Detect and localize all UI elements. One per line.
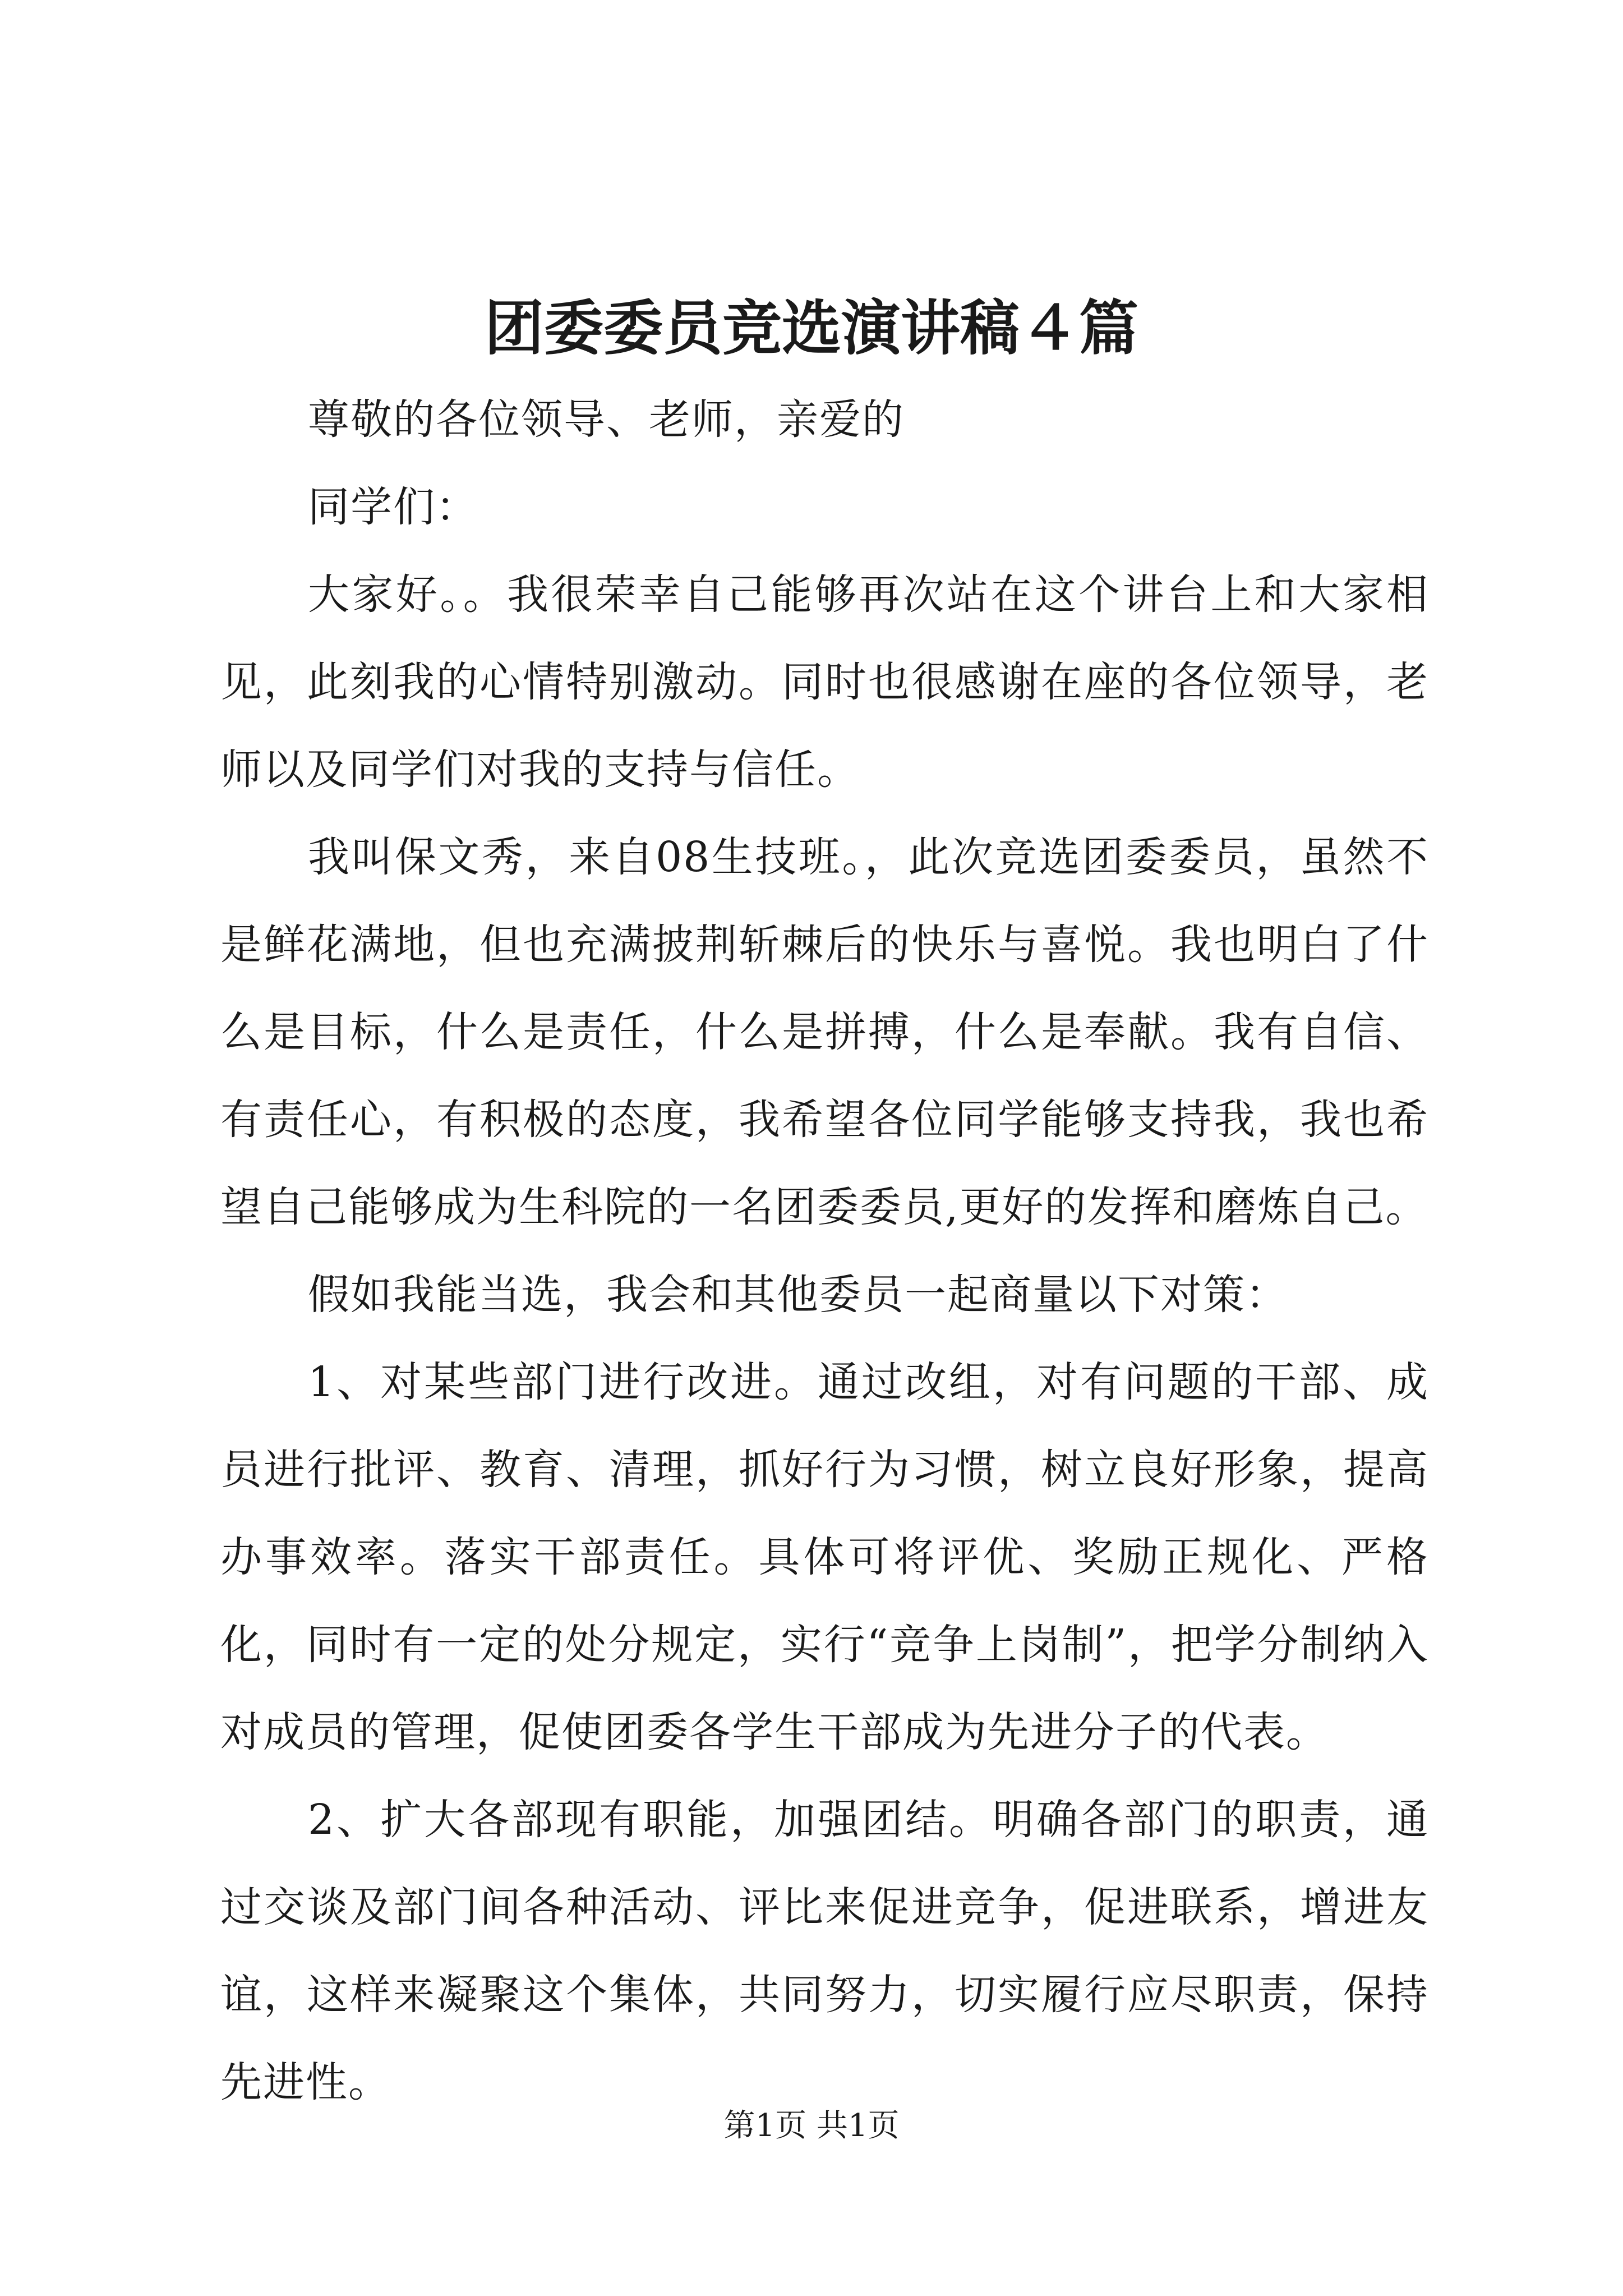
salutation-paragraph: 尊敬的各位领导、老师，亲爱的 [308,395,905,444]
page-number-footer: 第1页 共1页 [723,2108,900,2144]
plan-item-2-paragraph: 2、扩大各部现有职能，加强团结。明确各部门的职责，通过交谈及部门间各种活动、评比来促进竞争，促进联系，增进友谊，这样来凝聚这个集体，共同努力，切实履行应尽职责，保持先进性。 [220,1796,1429,2106]
plan-intro-paragraph: 假如我能当选，我会和其他委员一起商量以下对策： [308,1271,1288,1319]
plan-item-1-paragraph: 1、对某些部门进行改进。通过改组，对有问题的干部、成员进行批评、教育、清理，抓好行为习惯，树立良好形象，提高办事效率。落实干部责任。具体可将评优、奖励正规化、严格化，同时有一定的处分规定，实行“竞争上岗制”，把学分制纳入对成员的管理，促使团委各学生干部成为先进分子的代表。 [220,1358,1429,1756]
salutation-continuation: 同学们： [308,483,478,531]
self-introduction-paragraph: 我叫保文秀，来自08生技班。，此次竞选团委委员，虽然不是鲜花满地，但也充满披荆斩棘后的快乐与喜悦。我也明白了什么是目标，什么是责任，什么是拼搏，什么是奉献。我有自信、有责任心，有积极的态度，我希望各位同学能够支持我，我也希望自己能够成为生科院的一名团委委员,更好的发挥和磨炼自己。 [220,833,1429,1231]
greeting-paragraph: 大家好。。我很荣幸自己能够再次站在这个讲台上和大家相见，此刻我的心情特别激动。同时也很感谢在座的各位领导，老师以及同学们对我的支持与信任。 [220,570,1429,794]
document-title: 团委委员竞选演讲稿４篇 [485,293,1138,363]
document-body [220,376,1429,2126]
